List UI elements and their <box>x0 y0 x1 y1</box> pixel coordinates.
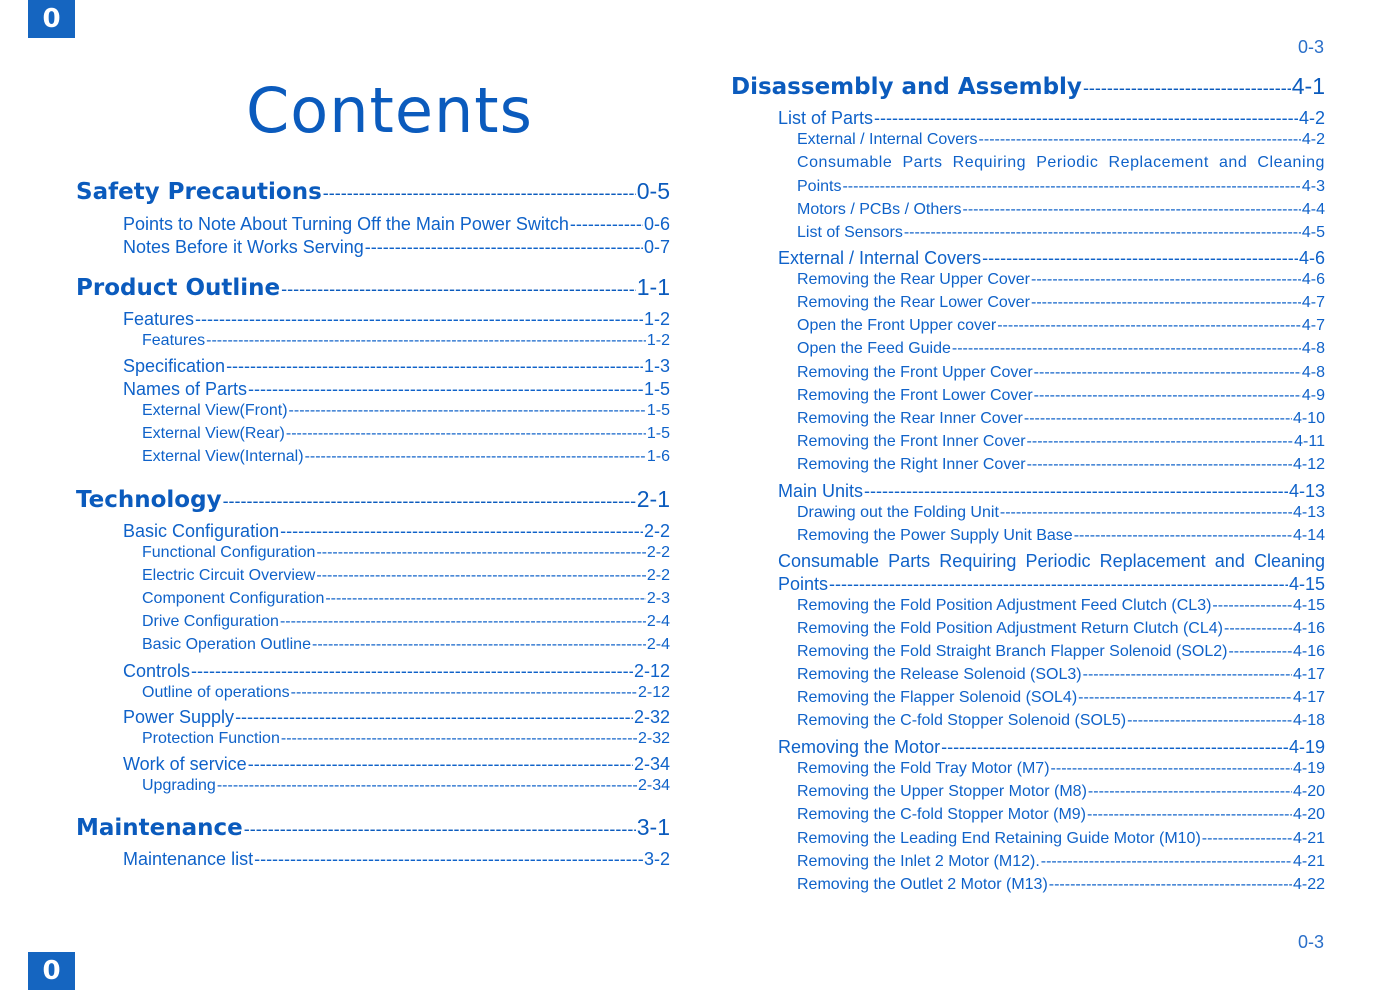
toc-entry-label: Open the Feed Guide <box>797 340 951 357</box>
toc-entry-page: 4-1 <box>1291 73 1325 99</box>
toc-entry-label: Technology <box>76 487 222 513</box>
toc-entry-level3[interactable] <box>797 830 1325 851</box>
toc-entry-level3[interactable] <box>797 433 1325 454</box>
toc-entry-label: Points to Note About Turning Off the Main Power Switch <box>123 214 569 234</box>
toc-entry-level1[interactable] <box>76 486 670 516</box>
toc-entry-page: 0-7 <box>643 237 670 257</box>
toc-entry-page: 2-34 <box>633 754 670 774</box>
toc-entry-label: Removing the Outlet 2 Motor (M13) <box>797 876 1048 893</box>
toc-leader-dots <box>570 214 643 235</box>
toc-entry-page: 1-1 <box>636 274 670 300</box>
toc-entry-page: 2-12 <box>637 684 670 701</box>
toc-entry-level2[interactable] <box>778 481 1325 503</box>
toc-entry-page: 4-19 <box>1292 760 1325 777</box>
toc-entry-label: Removing the Inlet 2 Motor (M12). <box>797 853 1040 870</box>
toc-leader-dots <box>325 590 646 608</box>
toc-entry-level1[interactable] <box>731 73 1325 103</box>
toc-entry-label: Electric Circuit Overview <box>142 567 316 584</box>
toc-entry-level3[interactable] <box>797 527 1325 548</box>
toc-leader-dots <box>1024 410 1292 428</box>
toc-entry-label: Removing the Upper Stopper Motor (M8) <box>797 783 1087 800</box>
toc-entry-level3[interactable] <box>142 777 670 798</box>
toc-entry-level2[interactable] <box>123 754 670 776</box>
toc-entry-page: 4-18 <box>1292 712 1325 729</box>
toc-entry-label: Removing the Leading End Retaining Guide Motor (M10) <box>797 830 1201 847</box>
toc-leader-dots <box>365 237 643 258</box>
toc-entry-level3[interactable] <box>797 806 1325 827</box>
toc-entry-page: 2-2 <box>646 544 670 561</box>
toc-entry-level3[interactable] <box>142 636 670 657</box>
page-number-bottom: 0-3 <box>1297 932 1324 952</box>
toc-entry-level3[interactable] <box>142 448 670 469</box>
toc-entry-page: 2-3 <box>646 590 670 607</box>
toc-entry-level2[interactable] <box>123 849 670 871</box>
toc-entry-page: 4-21 <box>1292 830 1325 847</box>
toc-entry-level3[interactable] <box>142 332 670 353</box>
toc-leader-dots <box>286 425 646 443</box>
toc-entry-label: Safety Precautions <box>76 179 322 205</box>
toc-entry-label: Removing the Front Inner Cover <box>797 433 1026 450</box>
toc-entry-level3[interactable] <box>142 567 670 588</box>
toc-entry-page: 2-4 <box>646 613 670 630</box>
toc-leader-dots <box>280 613 646 631</box>
toc-entry-page: 4-12 <box>1292 456 1325 473</box>
toc-entry-label: External View(Internal) <box>142 448 304 465</box>
toc-leader-dots <box>1228 643 1292 661</box>
toc-entry-level3[interactable] <box>797 410 1325 431</box>
toc-leader-dots <box>1027 433 1294 451</box>
toc-entry-level3[interactable] <box>797 178 1325 199</box>
toc-entry-label: List of Parts <box>778 108 874 128</box>
toc-entry-level3[interactable] <box>797 294 1325 315</box>
toc-entry-label: External View(Front) <box>142 402 288 419</box>
toc-entry-page: 1-2 <box>646 332 670 349</box>
toc-entry-level3[interactable] <box>142 730 670 751</box>
toc-leader-dots <box>280 521 643 542</box>
toc-entry-level3[interactable] <box>797 456 1325 477</box>
toc-entry-label: Disassembly and Assembly <box>731 74 1082 100</box>
page-title: Contents <box>246 74 533 147</box>
toc-entry-label: Component Configuration <box>142 590 325 607</box>
toc-entry-label: Points <box>778 574 829 594</box>
toc-leader-dots <box>1202 830 1292 848</box>
toc-entry-label: Removing the Rear Lower Cover <box>797 294 1030 311</box>
toc-entry-level3[interactable] <box>797 689 1325 710</box>
toc-entry-line1[interactable]: Consumable Parts Requiring Periodic Replacement and Cleaning <box>778 551 1325 571</box>
toc-entry-level3[interactable] <box>797 317 1325 338</box>
toc-entry-level3[interactable] <box>797 760 1325 781</box>
toc-entry-level3[interactable] <box>797 364 1325 385</box>
toc-entry-level3[interactable] <box>797 131 1325 152</box>
toc-entry-level3[interactable] <box>797 504 1325 525</box>
toc-leader-dots <box>962 201 1300 219</box>
chapter-tab-top: 0 <box>28 0 75 38</box>
toc-entry-level2[interactable] <box>123 521 670 543</box>
toc-entry-label: Protection Function <box>142 730 280 747</box>
toc-leader-dots <box>195 309 643 330</box>
toc-entry-page: 4-11 <box>1294 433 1325 450</box>
toc-leader-dots <box>289 402 646 420</box>
toc-entry-level3[interactable] <box>797 876 1325 897</box>
toc-leader-dots <box>248 379 643 400</box>
toc-entry-level1[interactable] <box>76 178 670 208</box>
toc-entry-label: Removing the Rear Inner Cover <box>797 410 1023 427</box>
toc-entry-page: 4-13 <box>1288 481 1325 501</box>
toc-entry-label: Removing the Front Upper Cover <box>797 364 1033 381</box>
toc-entry-label: External / Internal Covers <box>797 131 978 148</box>
toc-entry-level3[interactable] <box>797 712 1325 733</box>
toc-entry-label: Removing the Motor <box>778 737 941 757</box>
toc-leader-dots <box>312 636 646 654</box>
toc-entry-level2[interactable] <box>123 379 670 401</box>
toc-entry-label: Functional Configuration <box>142 544 316 561</box>
toc-leader-dots <box>1074 527 1292 545</box>
toc-entry-label: Controls <box>123 661 191 681</box>
toc-entry-page: 4-7 <box>1301 294 1325 311</box>
toc-leader-dots <box>842 178 1300 196</box>
toc-entry-level3[interactable] <box>142 613 670 634</box>
toc-entry-label: Specification <box>123 356 226 376</box>
toc-entry-page: 1-2 <box>643 309 670 329</box>
toc-leader-dots <box>952 340 1301 358</box>
toc-entry-page: 4-22 <box>1292 876 1325 893</box>
toc-entry-page: 2-32 <box>637 730 670 747</box>
toc-leader-dots <box>1027 456 1292 474</box>
toc-entry-level3[interactable] <box>797 340 1325 361</box>
toc-entry-label: Maintenance <box>76 815 243 841</box>
toc-entry-page: 2-1 <box>636 486 670 512</box>
toc-leader-dots <box>1127 712 1292 730</box>
toc-entry-page: 4-3 <box>1301 178 1325 195</box>
toc-entry-level2[interactable] <box>778 737 1325 759</box>
toc-entry-level3[interactable] <box>142 684 670 705</box>
toc-leader-dots <box>904 224 1301 242</box>
toc-leader-dots <box>1224 620 1292 638</box>
toc-entry-page: 4-6 <box>1301 271 1325 288</box>
toc-leader-dots <box>244 819 636 840</box>
toc-leader-dots <box>254 849 643 870</box>
toc-entry-page: 4-20 <box>1292 806 1325 823</box>
toc-entry-page: 4-17 <box>1292 666 1325 683</box>
toc-entry-page: 4-8 <box>1301 364 1325 381</box>
toc-entry-page: 4-4 <box>1301 201 1325 218</box>
toc-entry-page: 0-5 <box>636 178 670 204</box>
toc-entry-level2[interactable] <box>123 214 670 236</box>
toc-entry-level3[interactable] <box>797 271 1325 292</box>
toc-entry-page: 0-6 <box>643 214 670 234</box>
toc-entry-page: 2-12 <box>633 661 670 681</box>
toc-entry-label: List of Sensors <box>797 224 903 241</box>
toc-entry-level2[interactable] <box>123 237 670 259</box>
toc-entry-page: 1-6 <box>646 448 670 465</box>
toc-entry-page: 4-16 <box>1292 643 1325 660</box>
toc-leader-dots <box>1031 271 1301 289</box>
toc-leader-dots <box>1083 666 1292 684</box>
toc-leader-dots <box>235 707 633 728</box>
toc-entry-page: 4-10 <box>1292 410 1325 427</box>
toc-entry-level3[interactable] <box>797 597 1325 618</box>
toc-entry-label: Main Units <box>778 481 864 501</box>
toc-entry-level2[interactable] <box>778 108 1325 130</box>
toc-leader-dots <box>223 491 636 512</box>
toc-entry-page: 2-4 <box>646 636 670 653</box>
page-number-top: 0-3 <box>1297 37 1324 57</box>
toc-leader-dots <box>1041 853 1292 871</box>
toc-leader-dots <box>1051 760 1292 778</box>
toc-entry-page: 3-2 <box>643 849 670 869</box>
toc-leader-dots <box>1078 689 1292 707</box>
toc-entry-label: Removing the Rear Upper Cover <box>797 271 1030 288</box>
toc-leader-dots <box>191 661 633 682</box>
toc-entry-page: 4-16 <box>1292 620 1325 637</box>
toc-leader-dots <box>1088 783 1292 801</box>
toc-leader-dots <box>1087 806 1292 824</box>
toc-leader-dots <box>1083 78 1291 99</box>
toc-entry-level3[interactable] <box>142 590 670 611</box>
toc-entry-label: Removing the Flapper Solenoid (SOL4) <box>797 689 1078 706</box>
toc-entry-page: 1-3 <box>643 356 670 376</box>
toc-entry-level1[interactable] <box>76 274 670 304</box>
toc-entry-level2[interactable] <box>123 356 670 378</box>
toc-entry-label: Drive Configuration <box>142 613 279 630</box>
toc-entry-level3[interactable] <box>797 224 1325 245</box>
toc-entry-label: Outline of operations <box>142 684 290 701</box>
toc-entry-label: Removing the C-fold Stopper Solenoid (SOL5) <box>797 712 1127 729</box>
toc-entry-page: 2-34 <box>637 777 670 794</box>
toc-leader-dots <box>979 131 1301 149</box>
toc-leader-dots <box>874 108 1298 129</box>
toc-entry-level2[interactable] <box>123 707 670 729</box>
toc-leader-dots <box>248 754 633 775</box>
toc-entry-page: 2-32 <box>633 707 670 727</box>
toc-entry-label: Removing the C-fold Stopper Motor (M9) <box>797 806 1086 823</box>
toc-leader-dots <box>1031 294 1301 312</box>
toc-entry-label: Removing the Fold Position Adjustment Return Clutch (CL4) <box>797 620 1223 637</box>
toc-entry-label: External View(Rear) <box>142 425 285 442</box>
toc-leader-dots <box>291 684 637 702</box>
toc-entry-page: 4-5 <box>1301 224 1325 241</box>
toc-entry-label: Removing the Front Lower Cover <box>797 387 1033 404</box>
toc-leader-dots <box>864 481 1288 502</box>
toc-entry-label: Names of Parts <box>123 379 248 399</box>
toc-entry-page: 4-15 <box>1292 597 1325 614</box>
toc-entry-label: Work of service <box>123 754 247 774</box>
toc-entry-label: Maintenance list <box>123 849 254 869</box>
toc-leader-dots <box>1034 364 1301 382</box>
toc-leader-dots <box>217 777 637 795</box>
toc-entry-label: Removing the Release Solenoid (SOL3) <box>797 666 1082 683</box>
toc-entry-page: 4-8 <box>1301 340 1325 357</box>
toc-entry-label: Removing the Fold Straight Branch Flapper Solenoid (SOL2) <box>797 643 1228 660</box>
toc-entry-level3[interactable] <box>797 201 1325 222</box>
toc-leader-dots <box>226 356 643 377</box>
toc-entry-page: 4-6 <box>1298 248 1325 268</box>
toc-entry-page: 4-21 <box>1292 853 1325 870</box>
toc-entry-page: 4-14 <box>1292 527 1325 544</box>
toc-leader-dots <box>316 567 646 585</box>
toc-entry-label: Basic Configuration <box>123 521 280 541</box>
toc-leader-dots <box>206 332 646 350</box>
toc-entry-page: 4-9 <box>1301 387 1325 404</box>
toc-entry-label: Removing the Fold Position Adjustment Feed Clutch (CL3) <box>797 597 1212 614</box>
toc-entry-level3[interactable] <box>797 643 1325 664</box>
toc-entry-page: 4-15 <box>1288 574 1325 594</box>
toc-entry-level3[interactable] <box>797 666 1325 687</box>
toc-entry-page: 1-5 <box>646 402 670 419</box>
toc-entry-page: 2-2 <box>646 567 670 584</box>
toc-entry-page: 1-5 <box>643 379 670 399</box>
toc-entry-level3[interactable] <box>142 402 670 423</box>
toc-entry-page: 1-5 <box>646 425 670 442</box>
toc-entry-label: Drawing out the Folding Unit <box>797 504 999 521</box>
toc-entry-label: Features <box>123 309 195 329</box>
toc-entry-level3[interactable] <box>797 387 1325 408</box>
toc-entry-level3[interactable] <box>142 425 670 446</box>
toc-entry-page: 4-2 <box>1298 108 1325 128</box>
chapter-tab-bottom: 0 <box>28 952 75 990</box>
toc-entry-label: Notes Before it Works Serving <box>123 237 364 257</box>
toc-entry-page: 4-7 <box>1301 317 1325 334</box>
toc-entry-level3[interactable] <box>142 544 670 565</box>
toc-entry-label: Removing the Fold Tray Motor (M7) <box>797 760 1050 777</box>
toc-entry-label: Product Outline <box>76 275 281 301</box>
toc-entry-label: Upgrading <box>142 777 216 794</box>
toc-leader-dots <box>1049 876 1292 894</box>
toc-entry-label: Basic Operation Outline <box>142 636 311 653</box>
toc-leader-dots <box>281 279 636 300</box>
toc-entry-page: 4-13 <box>1292 504 1325 521</box>
toc-leader-dots <box>997 317 1301 335</box>
toc-entry-line1[interactable]: Consumable Parts Requiring Periodic Replacement and Cleaning <box>797 154 1325 171</box>
toc-entry-page: 2-2 <box>643 521 670 541</box>
toc-entry-level2[interactable] <box>123 661 670 683</box>
toc-entry-level2[interactable] <box>123 309 670 331</box>
toc-entry-label: Removing the Power Supply Unit Base <box>797 527 1073 544</box>
toc-entry-level3[interactable] <box>797 620 1325 641</box>
toc-leader-dots <box>323 183 636 204</box>
toc-leader-dots <box>316 544 645 562</box>
toc-leader-dots <box>281 730 637 748</box>
toc-entry-label: Removing the Right Inner Cover <box>797 456 1026 473</box>
toc-leader-dots <box>305 448 646 466</box>
toc-leader-dots <box>982 248 1298 269</box>
toc-leader-dots <box>941 737 1288 758</box>
toc-entry-label: Points <box>797 178 842 195</box>
toc-entry-level2[interactable] <box>778 574 1325 596</box>
toc-leader-dots <box>829 574 1288 595</box>
toc-entry-page: 4-19 <box>1288 737 1325 757</box>
toc-entry-level3[interactable] <box>797 853 1325 874</box>
toc-entry-level3[interactable] <box>797 783 1325 804</box>
toc-entry-label: Features <box>142 332 206 349</box>
toc-leader-dots <box>1034 387 1301 405</box>
toc-entry-label: Power Supply <box>123 707 235 727</box>
toc-entry-page: 3-1 <box>636 814 670 840</box>
toc-entry-page: 4-20 <box>1292 783 1325 800</box>
toc-leader-dots <box>1000 504 1292 522</box>
toc-entry-page: 4-2 <box>1301 131 1325 148</box>
toc-entry-level2[interactable] <box>778 248 1325 270</box>
toc-entry-label: External / Internal Covers <box>778 248 982 268</box>
toc-entry-page: 4-17 <box>1292 689 1325 706</box>
toc-leader-dots <box>1212 597 1292 615</box>
toc-entry-level1[interactable] <box>76 814 670 844</box>
toc-entry-label: Open the Front Upper cover <box>797 317 997 334</box>
toc-entry-label: Motors / PCBs / Others <box>797 201 962 218</box>
